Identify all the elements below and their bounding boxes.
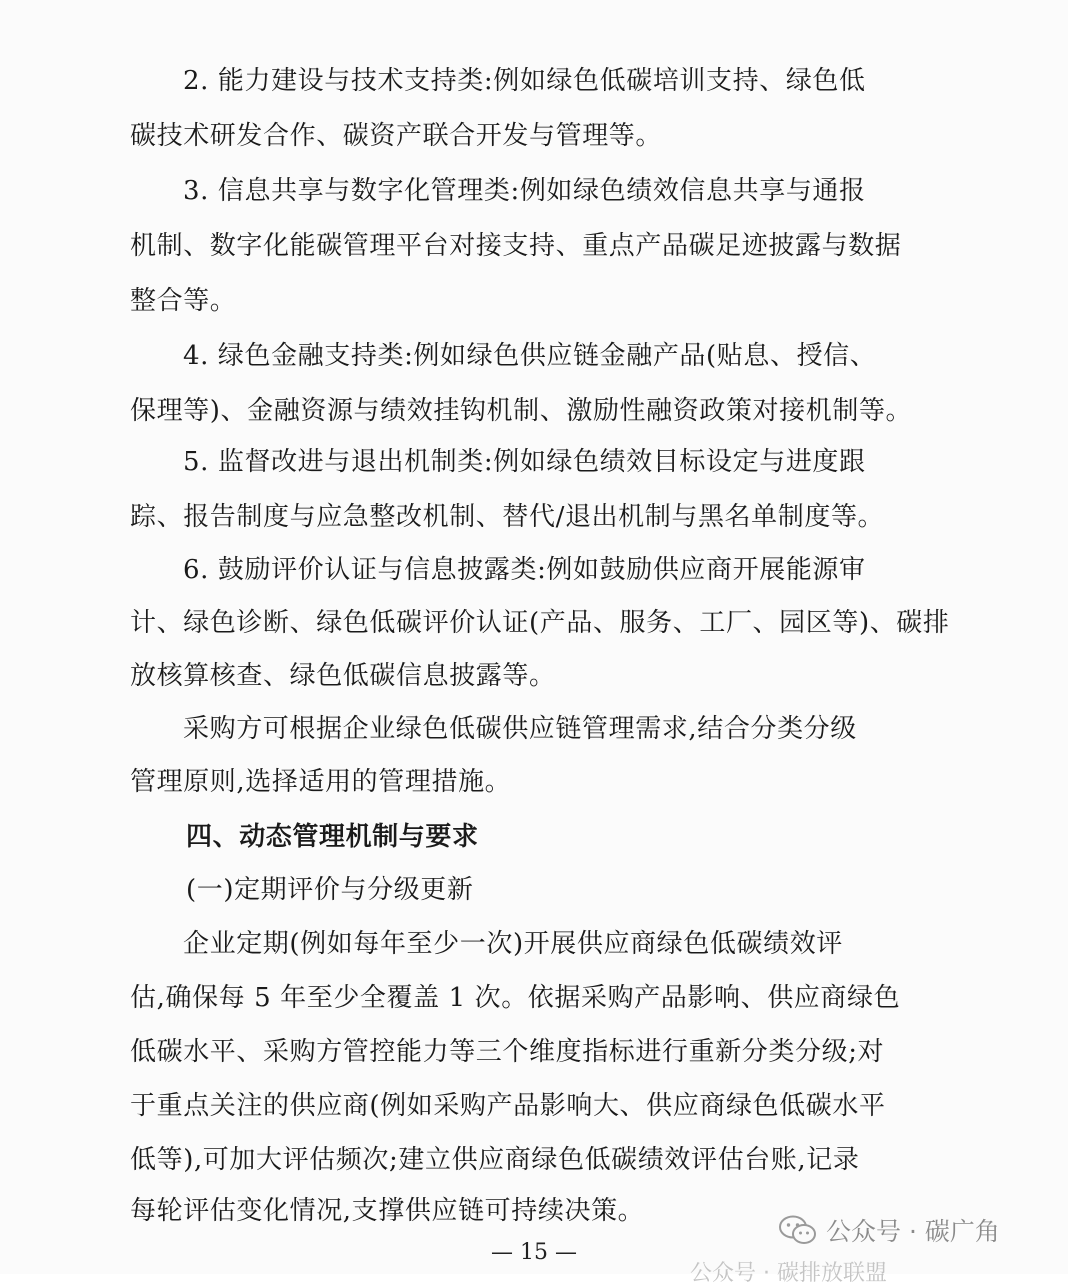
text-line: 于重点关注的供应商(例如采购产品影响大、供应商绿色低碳水平 [130, 1091, 886, 1121]
text-line: 估,确保每 5 年至少全覆盖 1 次。依据采购产品影响、供应商绿色 [130, 983, 901, 1013]
subsection-heading: (一)定期评价与分级更新 [186, 875, 474, 905]
text-line: 管理原则,选择适用的管理措施。 [130, 767, 512, 797]
text-line: 2. 能力建设与技术支持类:例如绿色低碳培训支持、绿色低 [183, 66, 866, 96]
text-line: 计、绿色诊断、绿色低碳评价认证(产品、服务、工厂、园区等)、碳排 [130, 608, 950, 638]
text-line: 每轮评估变化情况,支撑供应链可持续决策。 [130, 1196, 645, 1226]
text-line: 保理等)、金融资源与绩效挂钩机制、激励性融资政策对接机制等。 [130, 396, 913, 426]
faded-watermark-text: 公众号 · 碳排放联盟 [690, 1261, 887, 1286]
text-line: 3. 信息共享与数字化管理类:例如绿色绩效信息共享与通报 [183, 176, 866, 206]
text-line: 低等),可加大评估频次;建立供应商绿色低碳绩效评估台账,记录 [130, 1145, 860, 1175]
text-line: 4. 绿色金融支持类:例如绿色供应链金融产品(贴息、授信、 [183, 341, 877, 371]
page-number: — 15 — [491, 1240, 577, 1265]
text-line: 企业定期(例如每年至少一次)开展供应商绿色低碳绩效评 [183, 929, 843, 959]
text-line: 低碳水平、采购方管控能力等三个维度指标进行重新分类分级;对 [130, 1037, 885, 1067]
text-line: 踪、报告制度与应急整改机制、替代/退出机制与黑名单制度等。 [130, 502, 885, 532]
text-line: 机制、数字化能碳管理平台对接支持、重点产品碳足迹披露与数据 [130, 231, 902, 261]
text-line: 采购方可根据企业绿色低碳供应链管理需求,结合分类分级 [183, 714, 857, 744]
text-line: 6. 鼓励评价认证与信息披露类:例如鼓励供应商开展能源审 [183, 555, 866, 585]
section-heading: 四、动态管理机制与要求 [186, 822, 479, 852]
watermark-text: 公众号 · 碳广角 [826, 1217, 1000, 1246]
text-line: 整合等。 [130, 286, 237, 316]
text-line: 放核算核查、绿色低碳信息披露等。 [130, 661, 556, 691]
text-line: 5. 监督改进与退出机制类:例如绿色绩效目标设定与进度跟 [183, 447, 866, 477]
text-line: 碳技术研发合作、碳资产联合开发与管理等。 [130, 121, 663, 151]
